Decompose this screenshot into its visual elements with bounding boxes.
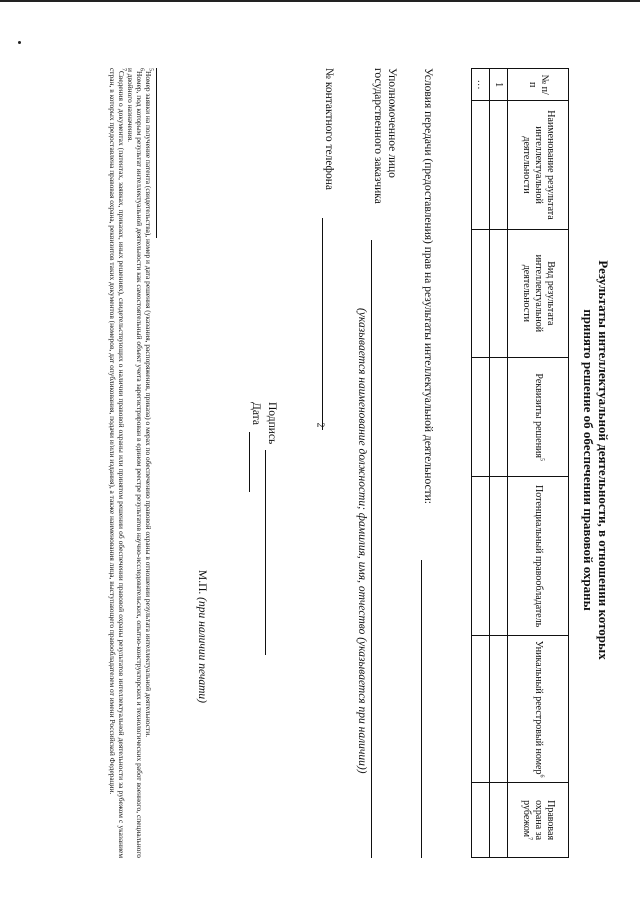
table-row — [490, 69, 508, 858]
table-cell: 1 — [490, 69, 508, 101]
date-field-line[interactable] — [249, 432, 250, 492]
table-cell — [490, 101, 508, 229]
footnote-list — [108, 68, 153, 858]
phone-field-line[interactable] — [322, 218, 323, 430]
table-cell — [490, 635, 508, 782]
table-cell: … — [472, 69, 490, 101]
header-decision-details: Реквизиты решения$^5$ — [508, 358, 569, 477]
footnote-separator — [156, 68, 157, 238]
header-number: № п/п — [508, 69, 569, 101]
table-cell — [490, 358, 508, 477]
document-title — [581, 40, 611, 880]
authorized-person-hint: (указывается наименование должности; фамилия, имя, отчество (указывается при наличии)) — [356, 308, 368, 774]
footnote-item: $^6$Номер, под которым результат интеллектуальной деятельности как самостоятельный объект учета зарегистрирован в едином реестре результатов научно-исследовательских, опытно-конструкторских и технологических работ военного, специального и двойного назначения. — [126, 68, 145, 858]
footnote-item: $^7$Сведения о документах (патентах, заявках, приказах, иных решениях), свидетельствующих о наличии правовой охраны или принятом решении об обеспечении правовой охраны результатов интеллектуальной деятельности за рубежом с указанием стран, в которых предоставлена правовая охрана, реквизитов таких документов (номеров, дат опубликования, подачи и/или издания), а также наименования лица, выступающего правообладателем от имени Российской Федерации. — [108, 68, 127, 858]
table-cell — [472, 229, 490, 357]
signature-label: Подпись — [266, 402, 278, 445]
table-cell — [490, 783, 508, 858]
phone-label: № контактного телефона — [323, 68, 335, 191]
table-header-row — [508, 69, 569, 858]
scan-speck — [18, 41, 21, 44]
table-row — [472, 69, 490, 858]
results-table — [471, 68, 569, 858]
seal-hint: (при наличии печати) — [196, 597, 208, 704]
table-cell — [472, 783, 490, 858]
table-cell — [472, 477, 490, 635]
footnote-item: $^5$Номер заявки на получение патента (свидетельства), номер и дата решения (указания, распоряжения, приказа) о мерах по обеспечению правовой охраны в отношении результата интеллектуальной деятельности. — [144, 68, 154, 738]
header-potential-owner: Потенциальный правообладатель — [508, 477, 569, 635]
header-name: Наименование результата интеллектуальной деятельности — [508, 101, 569, 229]
authorized-person-field-line[interactable] — [371, 240, 372, 858]
table-cell — [472, 635, 490, 782]
title-line-1: Результаты интеллектуальной деятельности, в отношении которых — [596, 260, 611, 660]
authorized-person-label-2: государственного заказчика — [372, 68, 384, 204]
header-registry-number: Уникальный реестровый номер$^6$ — [508, 635, 569, 782]
signature-field-line[interactable] — [265, 450, 266, 655]
authorized-person-label-1: Уполномоченное лицо — [386, 68, 398, 178]
seal-label: М.П. (при наличии печати) — [196, 570, 208, 704]
table-cell — [490, 477, 508, 635]
header-type: Вид результата интеллектуальной деятельности — [508, 229, 569, 357]
footnotes — [108, 68, 157, 858]
table-cell — [472, 358, 490, 477]
date-label: Дата — [250, 402, 262, 425]
top-border-line — [0, 0, 640, 2]
table-cell — [472, 101, 490, 229]
page-number: 2 — [314, 422, 326, 428]
title-line-2: принято решение об обеспечении правовой охраны — [581, 309, 596, 611]
header-foreign-protection: Правовая охрана за рубежом$^7$ — [508, 783, 569, 858]
table-cell — [490, 229, 508, 357]
conditions-label: Условия передачи (предоставления) прав на результаты интеллектуальной деятельности: — [422, 68, 434, 504]
rotated-page-content — [55, 40, 615, 880]
conditions-field-line[interactable] — [421, 560, 422, 858]
